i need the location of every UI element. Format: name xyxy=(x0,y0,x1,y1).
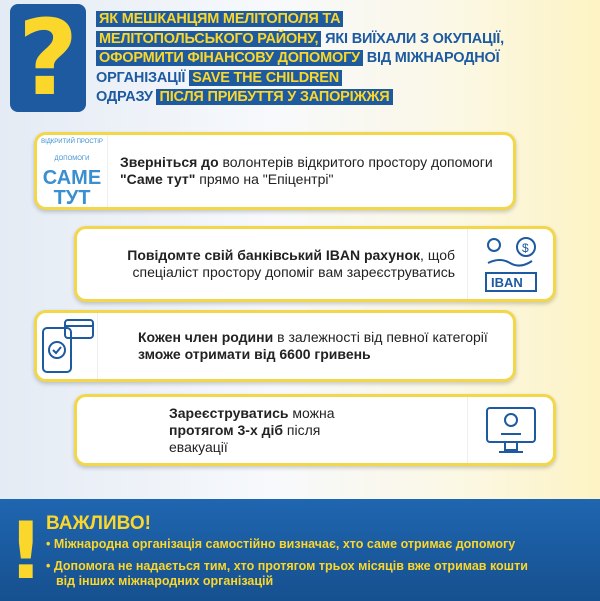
title-line: ВІД МІЖНАРОДНОЇ xyxy=(366,50,500,66)
important-item: від інших міжнародних організацій xyxy=(56,574,274,588)
important-item: • Міжнародна організація самостійно визначає, хто саме отримає допомогу xyxy=(46,537,516,551)
title-line: ЯК МЕШКАНЦЯМ МЕЛІТОПОЛЯ ТА xyxy=(96,11,343,27)
phone-card-icon xyxy=(37,313,98,379)
title-line: ПІСЛЯ ПРИБУТТЯ У ЗАПОРІЖЖЯ xyxy=(156,89,392,105)
step-card-4 xyxy=(74,394,556,466)
exclamation-icon: ! xyxy=(8,507,44,597)
step-text: Зверніться до волонтерів відкритого простору допомоги "Саме тут" прямо на "Епіцентрі" xyxy=(120,154,493,187)
important-panel xyxy=(0,499,600,601)
important-item: • Допомога не надається тим, хто протягом трьох місяців вже отримав кошти xyxy=(46,559,528,573)
title-line: ЯКІ ВИЇХАЛИ З ОКУПАЦІЇ, xyxy=(325,30,504,47)
title-line: ОФОРМИТИ ФІНАНСОВУ ДОПОМОГУ xyxy=(96,50,363,66)
same-tut-logo: ВІДКРИТИЙ ПРОСТІР ДОПОМОГИ САМЕ ТУТ xyxy=(37,135,108,207)
important-title: ВАЖЛИВО! xyxy=(46,513,152,534)
step-text: Повідомте свій банківський IBAN рахунок, щоб спеціаліст простору допоміг вам зареєструватись xyxy=(127,247,455,280)
title-line: МЕЛІТОПОЛЬСЬКОГО РАЙОНУ, xyxy=(96,31,321,47)
svg-text:$: $ xyxy=(521,241,529,255)
step-text: Кожен член родини в залежності від певної категорії зможе отримати від 6600 гривень xyxy=(138,329,488,362)
step-card-1 xyxy=(34,132,516,210)
title-line: SAVE THE CHILDREN xyxy=(189,70,342,86)
title-line: ОДРАЗУ xyxy=(96,89,153,105)
svg-text:IBAN: IBAN xyxy=(490,275,523,290)
question-mark-icon: ? xyxy=(10,4,86,112)
iban-icon xyxy=(467,229,553,299)
computer-register-icon xyxy=(467,397,553,463)
step-text: Зареєструватись можна протягом 3-х діб після евакуації xyxy=(169,404,335,455)
step-card-2 xyxy=(74,226,556,302)
step-card-3 xyxy=(34,310,516,382)
page-title xyxy=(96,10,504,108)
title-line: ОРГАНІЗАЦІЇ xyxy=(96,69,186,86)
